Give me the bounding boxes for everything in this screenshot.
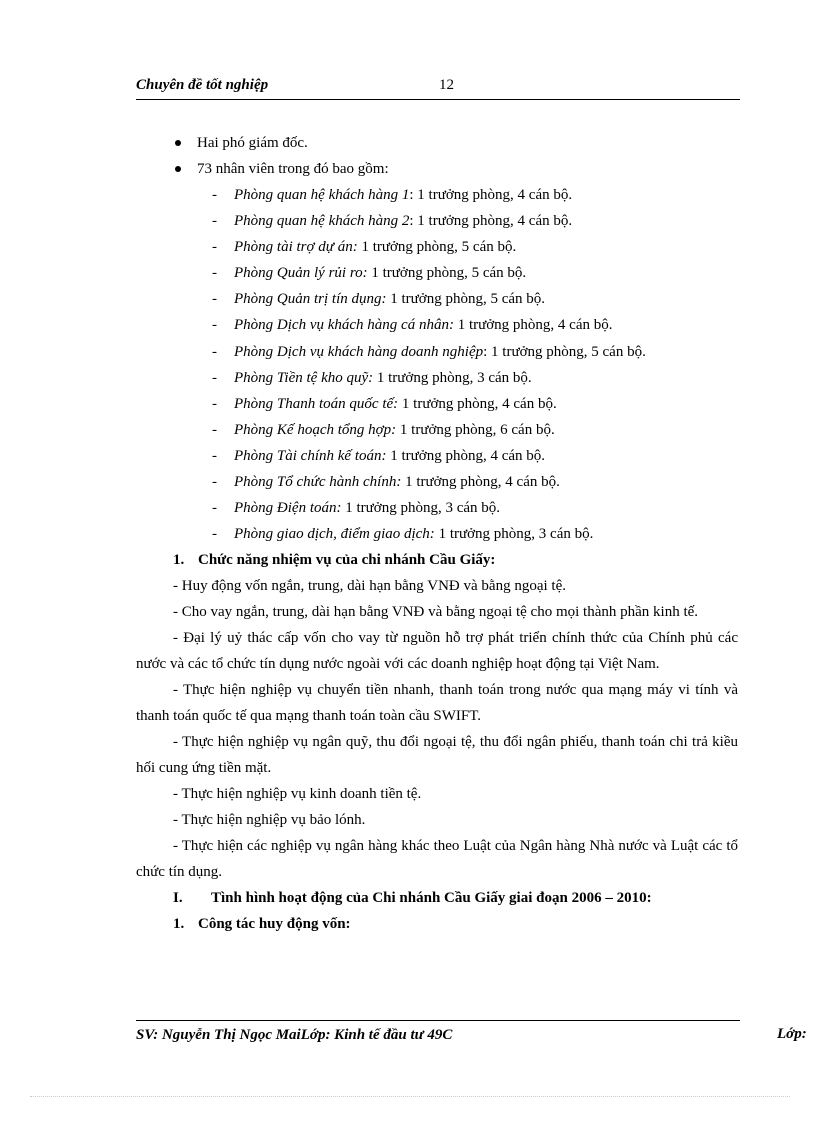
department-detail: 1 trưởng phòng, 6 cán bộ.	[396, 421, 555, 438]
section-number: 1.	[173, 916, 185, 933]
dash-marker: -	[212, 265, 217, 282]
page-footer	[136, 1020, 740, 1043]
department-detail: : 1 trưởng phòng, 5 cán bộ.	[483, 343, 646, 360]
department-name: Phòng quan hệ khách hàng 2	[234, 213, 410, 230]
footer-class-label: Lớp:	[777, 1026, 807, 1042]
department-detail: 1 trưởng phòng, 3 cán bộ.	[434, 526, 594, 543]
department-item	[136, 521, 738, 547]
department-item	[136, 339, 738, 365]
paragraph: - Thực hiện nghiệp vụ kinh doanh tiền tệ.	[173, 786, 422, 803]
department-detail: 1 trưởng phòng, 3 cán bộ.	[341, 500, 501, 517]
paragraph: - Huy động vốn ngắn, trung, dài hạn bằng VNĐ và bằng ngoại tệ.	[173, 578, 566, 595]
department-item	[136, 260, 738, 286]
department-name: Phòng giao dịch, điểm giao dịch:	[234, 526, 435, 543]
department-detail: 1 trưởng phòng, 5 cán bộ.	[386, 291, 546, 308]
department-name: Phòng quan hệ khách hàng 1	[234, 187, 410, 203]
department-detail: : 1 trưởng phòng, 4 cán bộ.	[409, 213, 573, 230]
department-item	[136, 182, 738, 208]
page-body	[136, 130, 738, 937]
paragraph: - Cho vay ngắn, trung, dài hạn bằng VNĐ và bằng ngoại tệ cho mọi thành phần kinh tế.	[173, 604, 699, 621]
department-detail: 1 trưởng phòng, 5 cán bộ.	[367, 265, 527, 282]
department-name: Phòng Điện toán:	[234, 500, 342, 517]
department-item	[136, 234, 738, 260]
section-heading-capital	[136, 911, 738, 937]
department-name: Phòng Dịch vụ khách hàng cá nhân:	[234, 317, 454, 334]
dash-marker: -	[212, 526, 217, 543]
paragraph: - Đại lý uỷ thác cấp vốn cho vay từ nguồn hỗ trợ phát triển chính thức của Chính phủ các nước và các tổ chức tín dụng nước ngoài với các doanh nghiệp hoạt động tại Việt Nam.	[136, 630, 738, 673]
department-name: Phòng tài trợ dự án:	[234, 239, 358, 256]
dash-marker: -	[212, 239, 217, 256]
paragraph: - Thực hiện các nghiệp vụ ngân hàng khác theo Luật của Ngân hàng Nhà nước và Luật các tổ chức tín dụng.	[136, 838, 738, 881]
section-number: I.	[173, 890, 183, 907]
department-item	[136, 443, 738, 469]
paragraph: - Thực hiện nghiệp vụ chuyển tiền nhanh, thanh toán trong nước qua mạng máy vi tính và thanh toán quốc tế qua mạng thanh toán toàn cầu SWIFT.	[136, 682, 738, 725]
department-item	[136, 391, 738, 417]
department-detail: 1 trưởng phòng, 3 cán bộ.	[373, 369, 532, 386]
dash-marker: -	[212, 447, 217, 464]
department-detail: 1 trưởng phòng, 5 cán bộ.	[357, 239, 517, 256]
department-item	[136, 365, 738, 391]
paragraph: - Thực hiện nghiệp vụ ngân quỹ, thu đổi ngoại tệ, thu đổi ngân phiếu, thanh toán chi trả kiều hối cung ứng tiền mặt.	[136, 734, 738, 777]
page-edge-divider	[30, 1096, 790, 1097]
department-name: Phòng Thanh toán quốc tế:	[234, 395, 399, 412]
department-item	[136, 417, 738, 443]
header-title: Chuyên đề tốt nghiệp	[136, 77, 269, 93]
dash-marker: -	[212, 187, 217, 203]
department-detail: 1 trưởng phòng, 4 cán bộ.	[453, 317, 613, 334]
dash-marker: -	[212, 421, 217, 438]
department-item	[136, 312, 738, 338]
section-title: Tình hình hoạt động của Chi nhánh Cầu Giấy giai đoạn 2006 – 2010:	[211, 890, 652, 907]
footer-student: SV: Nguyễn Thị Ngọc MaiLớp: Kinh tế đầu tư 49C	[136, 1027, 453, 1043]
dash-marker: -	[212, 291, 217, 308]
department-detail: 1 trưởng phòng, 4 cán bộ.	[386, 447, 546, 464]
department-detail: 1 trưởng phòng, 4 cán bộ.	[401, 474, 560, 491]
dash-marker: -	[212, 369, 217, 386]
page-number: 12	[439, 77, 454, 93]
department-name: Phòng Dịch vụ khách hàng doanh nghiệp	[234, 343, 484, 360]
dash-marker: -	[212, 317, 217, 334]
department-item	[136, 208, 738, 234]
dash-marker: -	[212, 343, 217, 360]
section-number: 1.	[173, 552, 185, 569]
department-item	[136, 286, 738, 312]
section-title: Công tác huy động vốn:	[198, 916, 351, 933]
department-item	[136, 469, 738, 495]
page-header	[136, 77, 740, 100]
dash-marker: -	[212, 213, 217, 230]
paragraph: - Thực hiện nghiệp vụ bảo lónh.	[173, 812, 366, 829]
dash-marker: -	[212, 474, 217, 491]
department-name: Phòng Kế hoạch tổng hợp:	[234, 421, 397, 438]
section-heading-status	[136, 885, 738, 911]
section-heading-functions	[136, 547, 738, 573]
department-item	[136, 495, 738, 521]
department-name: Phòng Tổ chức hành chính:	[234, 474, 402, 491]
department-name: Phòng Quản lý rủi ro:	[234, 265, 368, 282]
department-name: Phòng Tiền tệ kho quỹ:	[234, 369, 374, 386]
department-detail: : 1 trưởng phòng, 4 cán bộ.	[409, 187, 573, 203]
department-name: Phòng Tài chính kế toán:	[234, 447, 387, 464]
dash-marker: -	[212, 500, 217, 517]
dash-marker: -	[212, 395, 217, 412]
department-name: Phòng Quản trị tín dụng:	[234, 291, 387, 308]
bullet-item: 73 nhân viên trong đó bao gồm:	[136, 156, 738, 182]
department-detail: 1 trưởng phòng, 4 cán bộ.	[398, 395, 557, 412]
bullet-item: Hai phó giám đốc.	[136, 130, 738, 156]
section-title: Chức năng nhiệm vụ của chi nhánh Cầu Giấy:	[198, 552, 496, 569]
